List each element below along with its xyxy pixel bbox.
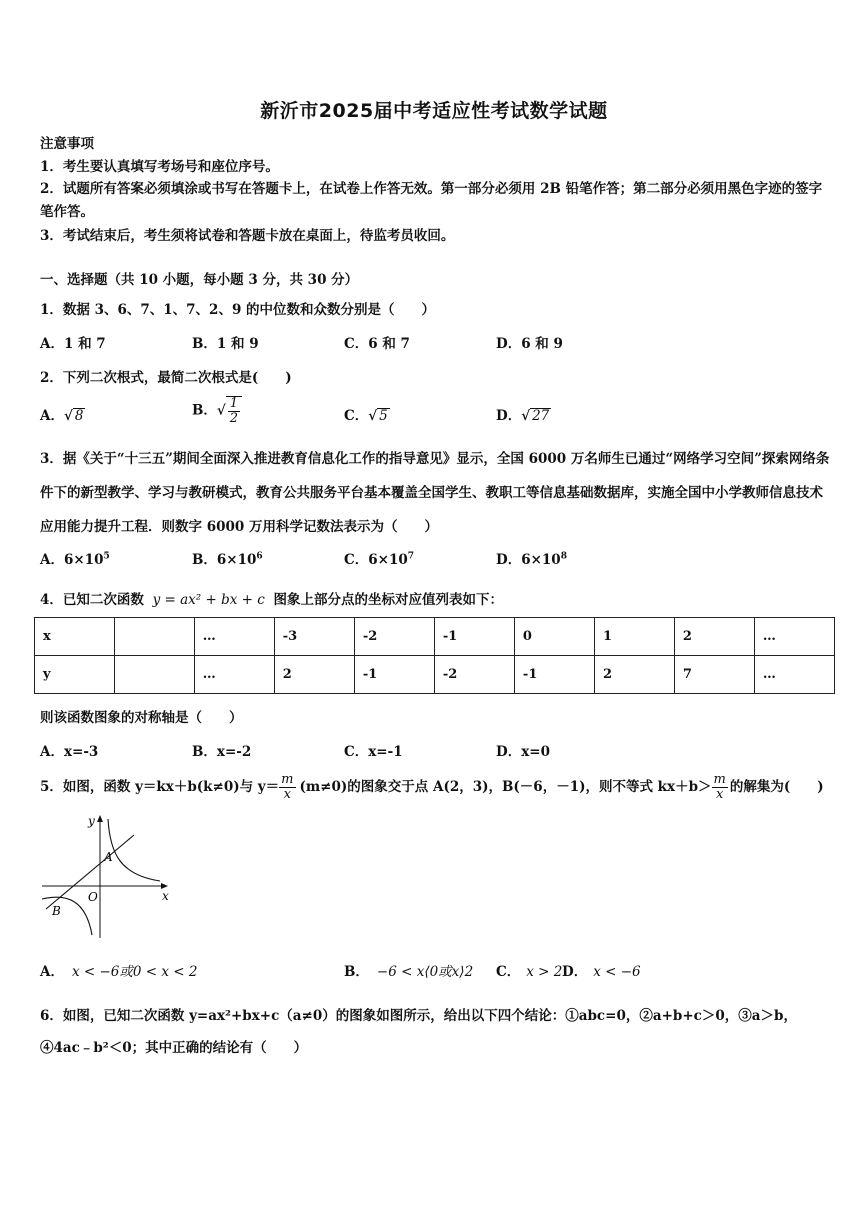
q3-exp-b: 6 <box>256 551 263 562</box>
table-cell: 2 <box>274 656 354 694</box>
q5-fraction-1 <box>279 773 295 802</box>
table-cell: -1 <box>514 656 594 694</box>
q5-fraction-2 <box>712 773 728 802</box>
table-cell <box>114 656 194 694</box>
q5-label-a: A． <box>40 964 64 980</box>
q1-option-a: A．1 和 7 <box>40 336 106 352</box>
q3-option-c <box>344 548 414 568</box>
y-axis-arrow <box>97 815 103 822</box>
q4-stem <box>40 588 503 608</box>
table-row <box>35 618 835 656</box>
q5-option-c-text: x > 2 <box>526 964 563 980</box>
q2-radicand-d: 27 <box>532 408 550 424</box>
table-cell: y <box>35 656 115 694</box>
q2-label-d: D． <box>496 408 522 424</box>
q2-stem: 2．下列二次根式，最简二次根式是( ) <box>40 370 292 386</box>
q2-fraction-b <box>226 396 242 426</box>
q2-label-a: A． <box>40 408 64 424</box>
q2-option-c: C．√ 5 <box>344 408 388 424</box>
q3-option-d <box>496 548 567 568</box>
q5-stem-b: (m≠0)的图象交于点 A(2，3)，B(－6，－1)，则不等式 kx＋b＞ <box>299 779 712 795</box>
q4-value-table <box>34 617 835 694</box>
q5-label-d: D． <box>562 964 588 980</box>
q5-option-b-text: −6 < x⟨0或x⟩2 <box>376 964 474 980</box>
table-cell: -1 <box>354 656 434 694</box>
q5-stem <box>40 772 824 802</box>
q4-question: 则该函数图象的对称轴是（ ） <box>40 710 243 726</box>
q2-label-b: B． <box>192 402 217 419</box>
q2-option-a: A．√ 8 <box>40 408 84 424</box>
x-axis-label: x <box>162 889 169 903</box>
q5-option-d-text: x < −6 <box>593 964 641 980</box>
q1-option-d: D．6 和 9 <box>496 336 563 352</box>
q3-exp-a: 5 <box>103 551 110 562</box>
q2-radicand-c: 5 <box>379 408 388 424</box>
table-cell: x <box>35 618 115 656</box>
q5-option-a-text: x < −6或0 < x < 2 <box>71 964 198 980</box>
point-a-label: A <box>104 850 113 864</box>
q3-option-a <box>40 548 110 568</box>
q4-option-d: D．x=0 <box>496 744 550 760</box>
table-cell: 7 <box>674 656 754 694</box>
origin-label: O <box>88 890 98 904</box>
table-cell: -2 <box>354 618 434 656</box>
table-cell: 1 <box>594 618 674 656</box>
q5-option-c <box>496 960 562 980</box>
table-cell: -2 <box>434 656 514 694</box>
q2-frac-den: 2 <box>229 411 239 426</box>
q5-option-a <box>40 960 197 980</box>
table-cell: -3 <box>274 618 354 656</box>
hyperbola-branch-2 <box>42 897 92 935</box>
q2-label-c: C． <box>344 408 369 424</box>
q1-option-c: C．6 和 7 <box>344 336 410 352</box>
q4-formula: y = ax² + bx + c <box>152 592 265 608</box>
notice-item-3: 3．考试结束后，考生须将试卷和答题卡放在桌面上，待监考员收回。 <box>40 228 455 244</box>
q2-radicand-a: 8 <box>74 408 84 424</box>
y-axis-label: y <box>88 814 95 828</box>
q3-option-b <box>192 548 263 568</box>
q5-option-d <box>562 960 641 980</box>
q2-option-d: D．√ 27 <box>496 408 550 424</box>
q2-option-b: B．√ $\frac{1}{2}$ <box>192 396 242 426</box>
table-cell: 2 <box>674 618 754 656</box>
table-cell: -1 <box>434 618 514 656</box>
table-cell <box>114 618 194 656</box>
q1-option-b: B．1 和 9 <box>192 336 259 352</box>
table-cell: … <box>754 618 834 656</box>
q5-stem-c: 的解集为( ) <box>729 779 824 795</box>
q4-option-a: A．x=-3 <box>40 744 99 760</box>
table-cell: … <box>194 618 274 656</box>
point-b-label: B <box>52 904 61 918</box>
notice-item-2: 2．试题所有答案必须填涂或书写在答题卡上，在试卷上作答无效。第一部分必须用 2B 铅笔作答；第二部分必须用黑色字迹的签字笔作答。 <box>40 181 823 220</box>
section-heading: 一、选择题（共 10 小题，每小题 3 分，共 30 分） <box>40 272 359 288</box>
q4-stem-suffix: 图象上部分点的坐标对应值列表如下： <box>273 592 504 608</box>
table-cell: 0 <box>514 618 594 656</box>
q1-stem: 1．数据 3、6、7、1、7、2、9 的中位数和众数分别是（ ） <box>40 302 436 318</box>
page-title: 新沂市2025届中考适应性考试数学试题 <box>260 100 608 122</box>
q4-option-b: B．x=-2 <box>192 744 252 760</box>
q3-stem: 3．据《关于“十三五”期间全面深入推进教育信息化工作的指导意见》显示，全国 6000 万名师生已通过“网络学习空间”探索网络条件下的新型教学、学习与教研模式，教育公共服务平台基本覆盖全国学生、教职工等信息基础数据库，实施全国中小学教师信息技术应用能力提升工程．则数字 6000 万用科学记数法表示为（ ） <box>40 451 830 535</box>
q3-exp-c: 7 <box>407 551 415 562</box>
q5-frac-num-2: m <box>713 772 726 787</box>
q5-frac-den: x <box>283 787 291 802</box>
q3-label-c: C．6×10 <box>344 552 408 568</box>
notice-heading: 注意事项 <box>40 136 94 152</box>
q2-frac-num: 1 <box>229 396 239 411</box>
q5-stem-a: 5．如图，函数 y＝kx＋b(k≠0)与 y＝ <box>40 779 280 795</box>
q5-frac-num: m <box>281 772 294 787</box>
q4-option-c: C．x=-1 <box>344 744 403 760</box>
table-cell: … <box>194 656 274 694</box>
q4-stem-prefix: 4．已知二次函数 <box>40 592 144 608</box>
q3-label-a: A．6×10 <box>40 552 104 568</box>
notice-item-1: 1．考生要认真填写考场号和座位序号。 <box>40 159 279 175</box>
q5-option-b <box>344 960 473 980</box>
q5-frac-den-2: x <box>716 787 724 802</box>
table-cell: 2 <box>594 656 674 694</box>
q5-label-c: C． <box>496 964 521 980</box>
q5-label-b: B． <box>344 964 369 980</box>
q3-exp-d: 8 <box>560 551 567 562</box>
q5-function-graph <box>38 813 178 943</box>
table-row <box>35 656 835 694</box>
table-cell: … <box>754 656 834 694</box>
q3-label-d: D．6×10 <box>496 552 561 568</box>
q6-stem: 6．如图，已知二次函数 y=ax²+bx+c（a≠0）的图象如图所示，给出以下四个结论：①abc=0，②a+b+c＞0，③a＞b，④4ac﹣b²＜0；其中正确的结论有（ ） <box>40 1008 797 1056</box>
q3-label-b: B．6×10 <box>192 552 257 568</box>
